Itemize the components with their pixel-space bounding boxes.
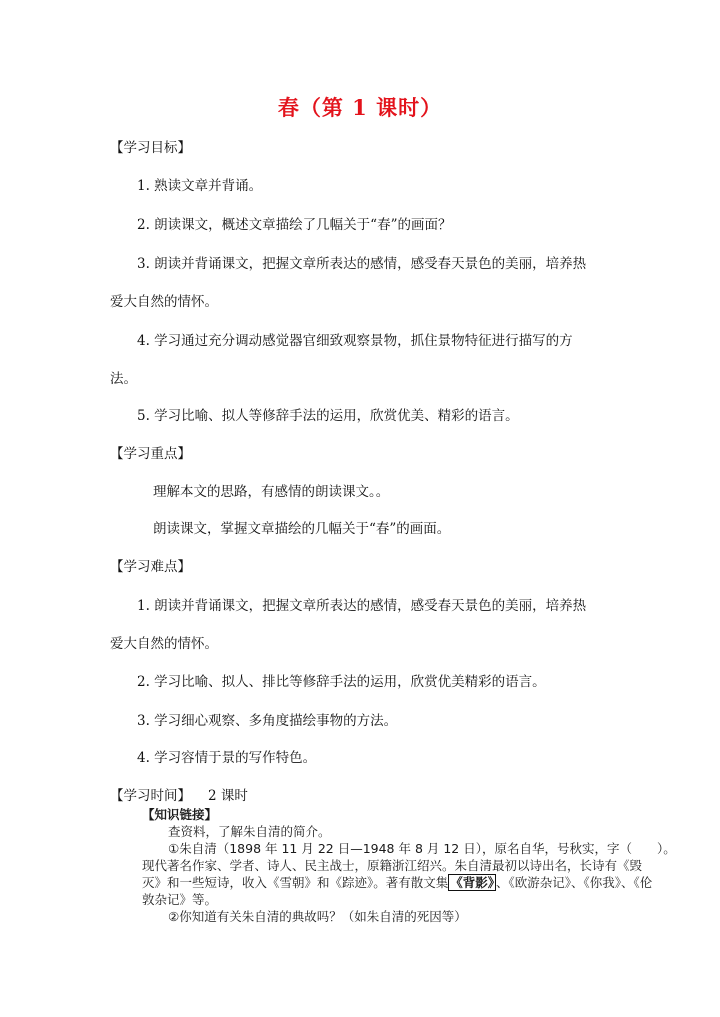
- difficulties-heading: 【学习难点】: [110, 559, 191, 575]
- difficulty-item-3: 3. 学习细心观察、多角度描绘事物的方法。: [137, 713, 398, 729]
- highlighted-book-title: 《背影》: [450, 875, 495, 890]
- knowledge-line-4-text: 灭》和一些短诗，收入《雪朝》和《踪迹》。著有散文集: [142, 875, 449, 890]
- time-heading: 【学习时间】: [110, 788, 191, 804]
- knowledge-line-6: ②你知道有关朱自清的典故吗？（如朱自清的死因等）: [168, 909, 467, 924]
- difficulty-item-2: 2. 学习比喻、拟人、排比等修辞手法的运用，欣赏优美精彩的语言。: [137, 674, 546, 690]
- knowledge-line-4: [142, 874, 652, 891]
- knowledge-line-3: 现代著名作家、学者、诗人、民主战士，原籍浙江绍兴。朱自清最初以诗出名，长诗有《毁: [142, 858, 643, 873]
- goal-item-3-cont: 爱大自然的情怀。: [110, 294, 218, 310]
- keypoint-item-2: 朗读课文，掌握文章描绘的几幅关于“春”的画面。: [153, 521, 451, 537]
- goals-heading: 【学习目标】: [110, 140, 191, 156]
- goal-item-4: 4. 学习通过充分调动感觉器官细致观察景物，抓住景物特征进行描写的方: [137, 333, 573, 349]
- page-title: 春（第 1 课时）: [277, 95, 443, 120]
- knowledge-line-4-tail: 、《欧游杂记》、《你我》、《伦: [496, 875, 653, 890]
- knowledge-heading: 【知识链接】: [142, 807, 218, 822]
- goal-item-2: 2. 朗读课文，概述文章描绘了几幅关于“春”的画面？: [137, 217, 452, 233]
- goal-item-1: 1. 熟读文章并背诵。: [137, 178, 263, 194]
- knowledge-link-box: [142, 806, 676, 924]
- keypoints-heading: 【学习重点】: [110, 446, 191, 462]
- difficulty-item-1: 1. 朗读并背诵课文，把握文章所表达的感情，感受春天景色的美丽，培养热: [137, 598, 587, 614]
- time-value: 2 课时: [208, 788, 248, 804]
- difficulty-item-1-cont: 爱大自然的情怀。: [110, 636, 218, 652]
- knowledge-line-1: 查资料，了解朱自清的简介。: [168, 824, 331, 839]
- knowledge-line-2: ①朱自清（1898 年 11 月 22 日—1948 年 8 月 12 日），原名自华，号秋实，字（ ）。: [168, 841, 676, 856]
- knowledge-line-5: 敦杂记》等。: [142, 892, 218, 907]
- difficulty-item-4: 4. 学习容情于景的写作特色。: [137, 750, 317, 766]
- goal-item-5: 5. 学习比喻、拟人等修辞手法的运用，欣赏优美、精彩的语言。: [137, 408, 519, 424]
- goal-item-3: 3. 朗读并背诵课文，把握文章所表达的感情，感受春天景色的美丽，培养热: [137, 256, 587, 272]
- goal-item-4-cont: 法。: [110, 371, 137, 387]
- keypoint-item-1: 理解本文的思路，有感情的朗读课文。。: [153, 484, 390, 500]
